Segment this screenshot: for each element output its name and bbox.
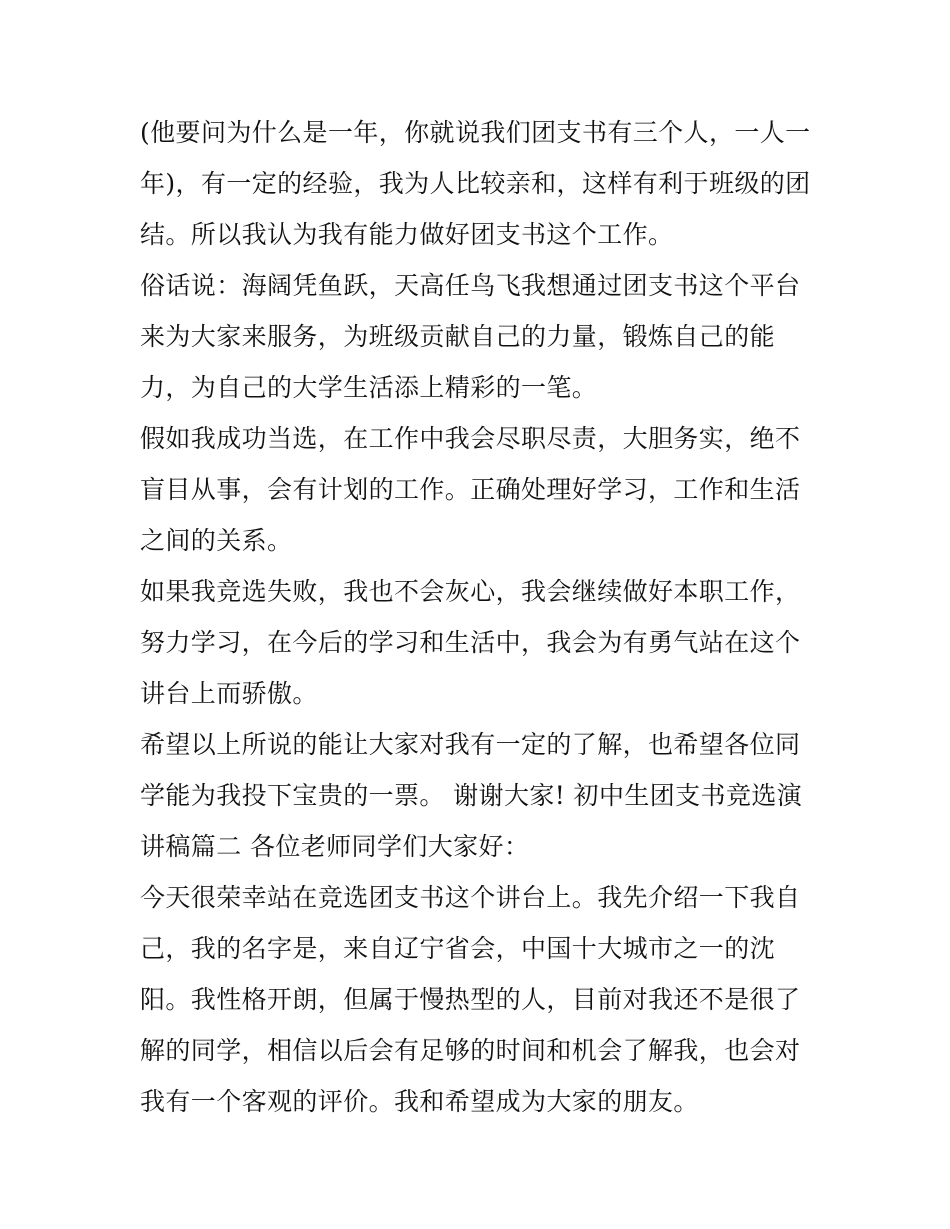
paragraph-1: (他要问为什么是一年，你就说我们团支书有三个人，一人一年)，有一定的经验，我为人比较亲和，这样有利于班级的团结。所以我认为我有能力做好团支书这个工作。: [140, 118, 811, 249]
paragraph-5: 希望以上所说的能让大家对我有一定的了解，也希望各位同学能为我投下宝贵的一票。 谢谢大家! 初中生团支书竞选演讲稿篇二 各位老师同学们大家好：: [140, 730, 803, 861]
paragraph-3: 假如我成功当选，在工作中我会尽职尽责，大胆务实，绝不盲目从事，会有计划的工作。正确处理好学习，工作和生活之间的关系。: [140, 424, 801, 555]
document-body: [140, 107, 820, 1127]
paragraph-6: 今天很荣幸站在竞选团支书这个讲台上。我先介绍一下我自己，我的名字是，来自辽宁省会，中国十大城市之一的沈阳。我性格开朗，但属于慢热型的人，目前对我还不是很了解的同学，相信以后会有足够的时间和机会了解我，也会对我有一个客观的评价。我和希望成为大家的朋友。: [140, 883, 801, 1116]
paragraph-2: 俗话说：海阔凭鱼跃，天高任鸟飞我想通过团支书这个平台来为大家来服务，为班级贡献自己的力量，锻炼自己的能力，为自己的大学生活添上精彩的一笔。: [140, 271, 801, 402]
paragraph-4: 如果我竞选失败，我也不会灰心，我会继续做好本职工作，努力学习，在今后的学习和生活中，我会为有勇气站在这个讲台上而骄傲。: [140, 577, 801, 708]
